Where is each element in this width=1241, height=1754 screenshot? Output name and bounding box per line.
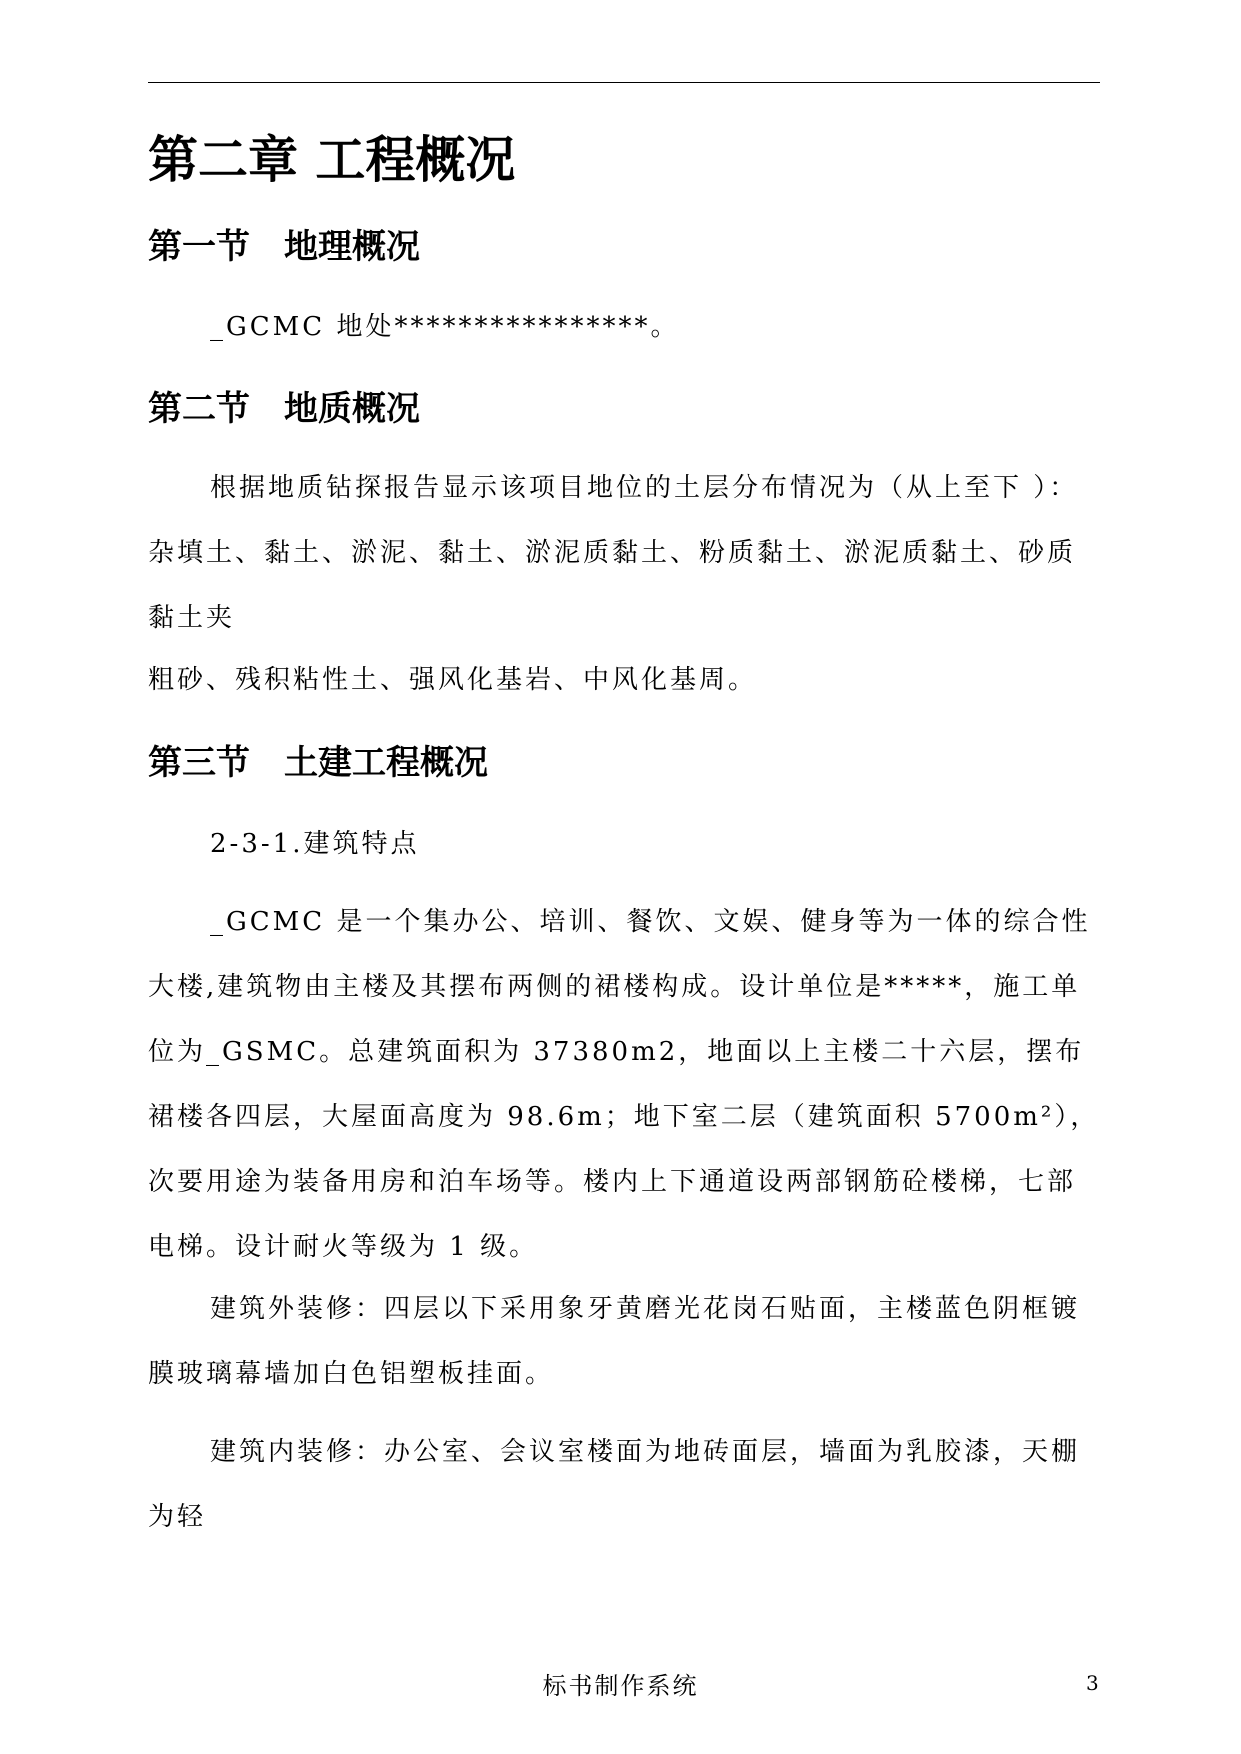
paragraph-geography: _GCMC 地处****************。 <box>210 312 680 342</box>
paragraph-soil-layers-continued: 粗砂、残积粘性土、强风化基岩、中风化基周。 <box>148 665 758 695</box>
section-title-geology: 第二节 地质概况 <box>148 389 420 429</box>
page-number: 3 <box>1086 1671 1099 1695</box>
footer-text: 标书制作系统 <box>542 1672 699 1700</box>
paragraph-exterior-finish: 建筑外装修：四层以下采用象牙黄磨光花岗石贴面，主楼蓝色阴框镀膜玻璃幕墙加白色铝塑板挂面。 <box>148 1294 1081 1389</box>
header-rule <box>148 82 1100 83</box>
paragraph-building-overview: _GCMC 是一个集办公、培训、餐饮、文娱、健身等为一体的综合性大楼,建筑物由主楼及其摆布两侧的裙楼构成。设计单位是*****，施工单位为_GSMC。总建筑面积为 37380m2，地面以上主楼二十六层，摆布裙楼各四层，大屋面高度为 98.6m；地下室二层（建筑面积 5700m²），次要用途为装备用房和泊车场等。楼内上下通道设两部钢筋砼楼梯，七部电梯。设计耐火等级为 1 级。 <box>148 907 1100 1262</box>
subsection-heading-building-features: 2-3-1.建筑特点 <box>210 829 420 859</box>
paragraph-soil-layers: 根据地质钻探报告显示该项目地位的土层分布情况为（从上至下 ）：杂填土、黏土、淤泥、黏土、淤泥质黏土、粉质黏土、淤泥质黏土、砂质黏土夹 <box>148 473 1079 633</box>
section-title-civil-works: 第三节 土建工程概况 <box>148 743 488 783</box>
paragraph-interior-finish: 建筑内装修：办公室、会议室楼面为地砖面层，墙面为乳胶漆，天棚为轻 <box>148 1437 1081 1532</box>
section-title-geography: 第一节 地理概况 <box>148 227 420 267</box>
chapter-title: 第二章 工程概况 <box>148 131 516 189</box>
